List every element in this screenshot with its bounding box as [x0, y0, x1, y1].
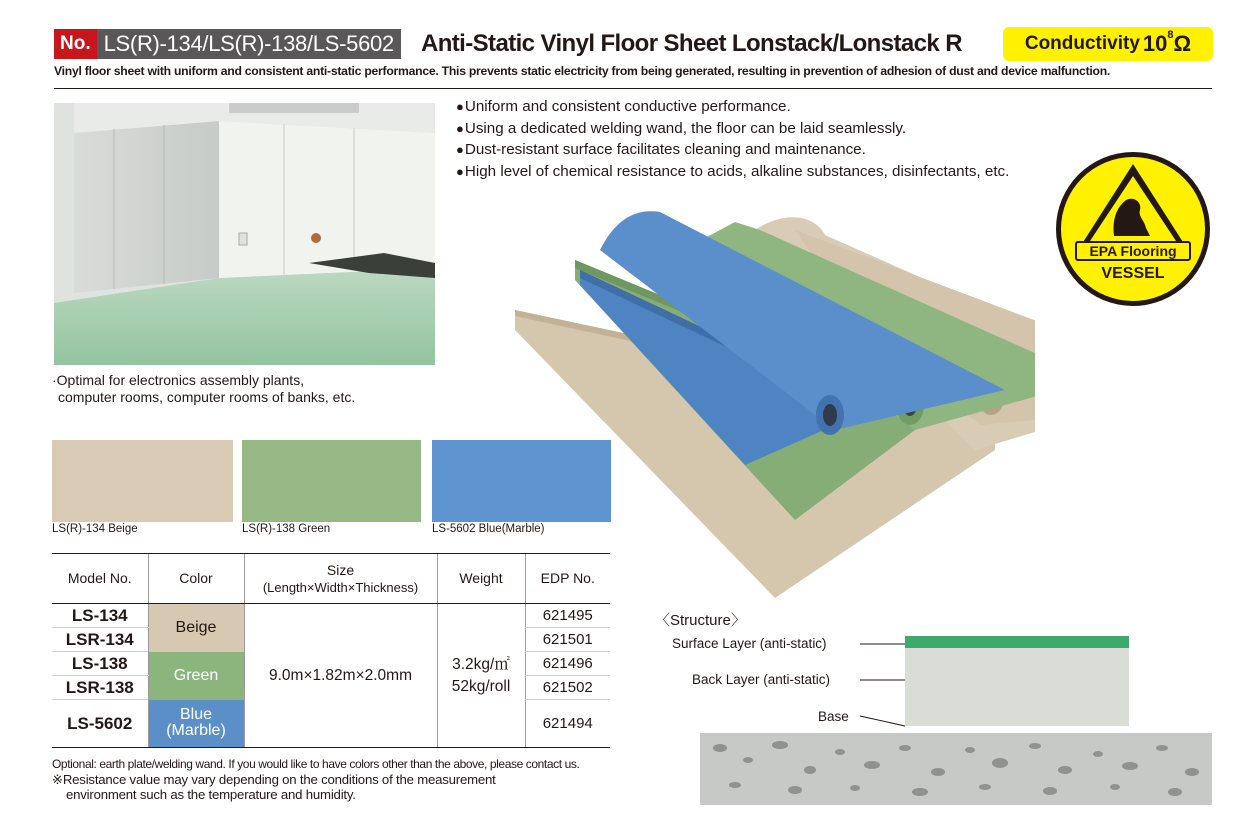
- table-row: [52, 604, 610, 628]
- edp-cell: 621495: [525, 604, 610, 628]
- col-header-weight: Weight: [437, 554, 525, 604]
- surface-layer: [905, 636, 1129, 648]
- size-cell: 9.0m×1.82m×2.0mm: [244, 604, 437, 748]
- feature-item: ● Uniform and consistent conductive performance.: [456, 96, 1009, 118]
- model-cell: LS-5602: [52, 700, 148, 748]
- epa-badge-line1: EPA Flooring: [1089, 243, 1177, 259]
- structure-title: 〈Structure〉: [655, 612, 746, 629]
- conductivity-value: $10^8\Omega$: [1142, 29, 1192, 56]
- back-layer-label: Back Layer (anti-static): [692, 672, 831, 687]
- col-header-model: Model No.: [52, 554, 148, 604]
- resistance-note: ※Resistance value may vary depending on the conditions of the measurement environment such as the temperature and humidity.: [52, 772, 496, 802]
- no-label: No.: [54, 29, 97, 59]
- spec-table: [52, 553, 610, 748]
- conductivity-badge: [1003, 27, 1213, 61]
- table-header-row: [52, 554, 610, 604]
- epa-flooring-badge: [1054, 150, 1212, 308]
- page-subtitle: Vinyl floor sheet with uniform and consistent anti-static performance. This prevents static electricity from being generated, resulting in prevention of adhesion of dust and device malfunction.: [54, 64, 1111, 78]
- weight-cell: 3.2kg/㎡ 52kg/roll: [437, 604, 525, 748]
- col-header-color: Color: [148, 554, 244, 604]
- back-layer: [905, 648, 1129, 726]
- edp-cell: 621494: [525, 700, 610, 748]
- cleanroom-photo: [54, 103, 435, 365]
- model-cell: LS-134: [52, 604, 148, 628]
- model-cell: LS-138: [52, 652, 148, 676]
- model-numbers: LS(R)-134/LS(R)-138/LS-5602: [97, 29, 401, 59]
- swatch-beige: [52, 440, 233, 522]
- swatch-label: LS(R)-134 Beige: [52, 523, 138, 535]
- model-badge: [54, 29, 401, 59]
- swatch-green: [242, 440, 421, 522]
- floor-sheet-rolls-illustration: [505, 190, 1035, 600]
- structure-diagram: [700, 630, 1212, 805]
- swatch-label: LS-5602 Blue(Marble): [432, 523, 545, 535]
- swatch-label: LS(R)-138 Green: [242, 523, 331, 535]
- col-header-edp: EDP No.: [525, 554, 610, 604]
- model-cell: LSR-138: [52, 676, 148, 700]
- color-cell-beige: Beige: [148, 604, 244, 652]
- page-title: Anti-Static Vinyl Floor Sheet Lonstack/Lonstack R: [421, 30, 962, 57]
- edp-cell: 621502: [525, 676, 610, 700]
- conductivity-label: Conductivity: [1024, 33, 1140, 54]
- epa-badge-line2: VESSEL: [1101, 265, 1165, 282]
- optional-note: Optional: earth plate/welding wand. If you would like to have colors other than the above, please contact us.: [52, 757, 580, 771]
- feature-item: ● Using a dedicated welding wand, the floor can be laid seamlessly.: [456, 118, 1009, 140]
- photo-caption: ·Optimal for electronics assembly plants, computer rooms, computer rooms of banks, etc.: [52, 372, 356, 405]
- feature-list: [456, 96, 1009, 182]
- header-divider: [54, 88, 1212, 89]
- color-cell-blue: Blue (Marble): [148, 700, 244, 748]
- edp-cell: 621496: [525, 652, 610, 676]
- edp-cell: 621501: [525, 628, 610, 652]
- feature-item: ● High level of chemical resistance to acids, alkaline substances, disinfectants, etc.: [456, 161, 1009, 183]
- base-label: Base: [818, 709, 849, 724]
- feature-item: ● Dust-resistant surface facilitates cleaning and maintenance.: [456, 139, 1009, 161]
- color-cell-green: Green: [148, 652, 244, 700]
- col-header-size: Size (Length×Width×Thickness): [244, 554, 437, 604]
- surface-layer-label: Surface Layer (anti-static): [672, 636, 827, 651]
- model-cell: LSR-134: [52, 628, 148, 652]
- swatch-blue-marble: [432, 440, 611, 522]
